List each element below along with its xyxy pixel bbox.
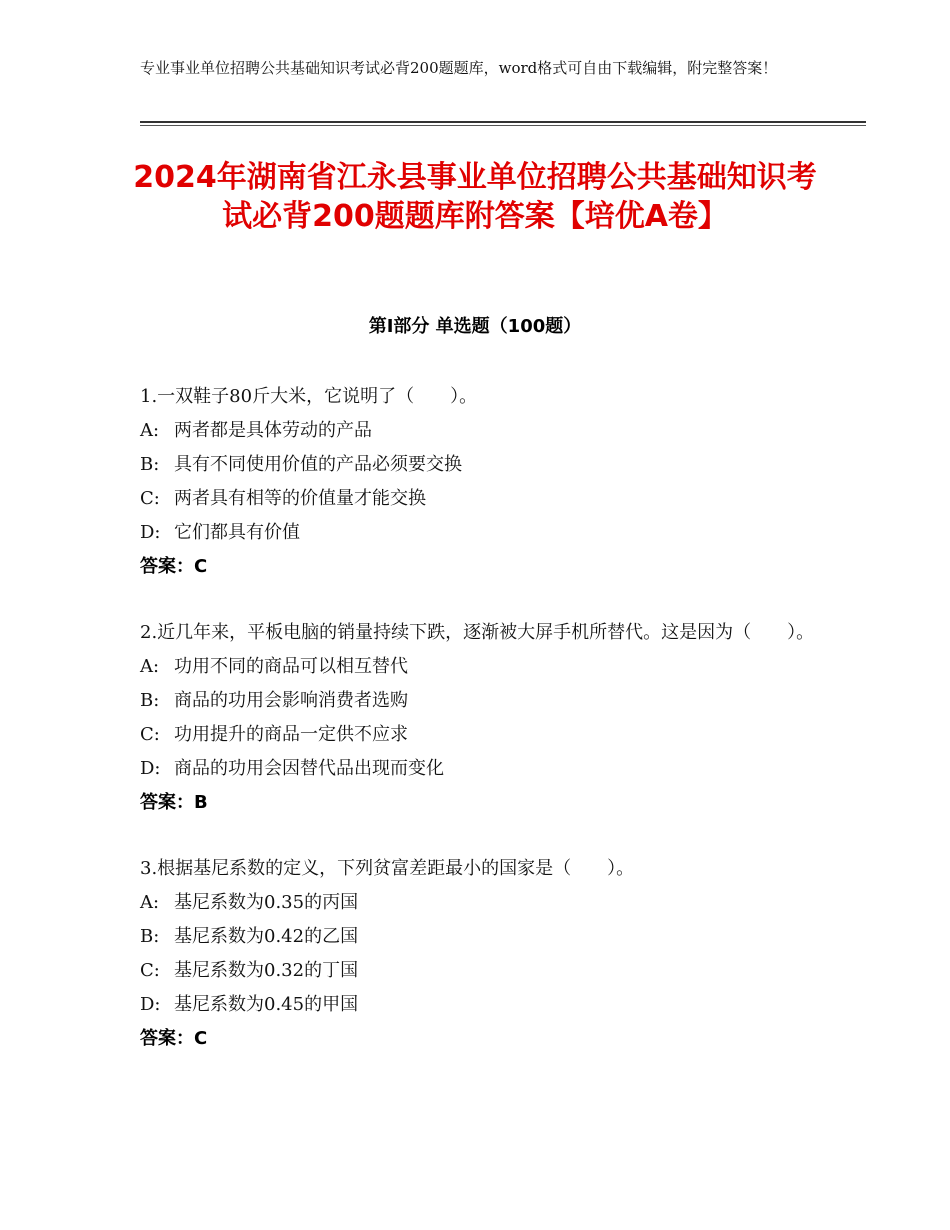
- question-stem: 3.根据基尼系数的定义，下列贫富差距最小的国家是（ ）。: [140, 858, 635, 879]
- option-text: 基尼系数为0.32的丁国: [174, 960, 359, 981]
- option-text: 它们都具有价值: [174, 522, 300, 543]
- option-letter: A:: [140, 892, 160, 913]
- option-letter: C:: [140, 960, 160, 981]
- answer-line: 答案：C: [140, 1028, 208, 1049]
- question-3: [140, 852, 820, 1056]
- option-d: [140, 516, 820, 550]
- option-text: 商品的功用会影响消费者选购: [174, 690, 408, 711]
- header-divider-thin: [140, 125, 866, 126]
- question-2: [140, 616, 820, 820]
- option-letter: D:: [140, 522, 161, 543]
- answer-line: 答案：B: [140, 792, 208, 813]
- question-stem: 2.近几年来，平板电脑的销量持续下跌，逐渐被大屏手机所替代。这是因为（ ）。: [140, 622, 815, 643]
- option-b: [140, 684, 820, 718]
- option-letter: B:: [140, 454, 160, 475]
- option-letter: C:: [140, 488, 160, 509]
- option-text: 功用提升的商品一定供不应求: [174, 724, 408, 745]
- option-b: [140, 920, 820, 954]
- option-c: [140, 482, 820, 516]
- option-text: 具有不同使用价值的产品必须要交换: [174, 454, 462, 475]
- option-a: [140, 886, 820, 920]
- option-a: [140, 650, 820, 684]
- answer-line: 答案：C: [140, 556, 208, 577]
- option-letter: A:: [140, 420, 160, 441]
- option-d: [140, 988, 820, 1022]
- document-title: 2024年湖南省江永县事业单位招聘公共基础知识考试必背200题题库附答案【培优A卷】: [133, 160, 817, 234]
- header-divider-thick: [140, 121, 866, 123]
- section-heading: 第Ⅰ部分 单选题（100题）: [368, 316, 582, 337]
- question-1: [140, 380, 820, 584]
- option-letter: A:: [140, 656, 160, 677]
- option-b: [140, 448, 820, 482]
- option-letter: B:: [140, 926, 160, 947]
- option-letter: D:: [140, 994, 161, 1015]
- option-a: [140, 414, 820, 448]
- question-stem: 1.一双鞋子80斤大米，它说明了（ ）。: [140, 386, 478, 407]
- option-letter: B:: [140, 690, 160, 711]
- option-text: 两者都是具体劳动的产品: [174, 420, 372, 441]
- option-c: [140, 954, 820, 988]
- header-note: 专业事业单位招聘公共基础知识考试必背200题题库，word格式可自由下载编辑，附完整答案！: [140, 59, 778, 77]
- option-c: [140, 718, 820, 752]
- option-text: 基尼系数为0.35的丙国: [174, 892, 359, 913]
- option-text: 两者具有相等的价值量才能交换: [174, 488, 426, 509]
- option-text: 功用不同的商品可以相互替代: [174, 656, 408, 677]
- option-text: 商品的功用会因替代品出现而变化: [174, 758, 444, 779]
- question-list: [140, 380, 820, 1088]
- option-text: 基尼系数为0.45的甲国: [174, 994, 359, 1015]
- option-letter: C:: [140, 724, 160, 745]
- option-d: [140, 752, 820, 786]
- option-text: 基尼系数为0.42的乙国: [174, 926, 359, 947]
- option-letter: D:: [140, 758, 161, 779]
